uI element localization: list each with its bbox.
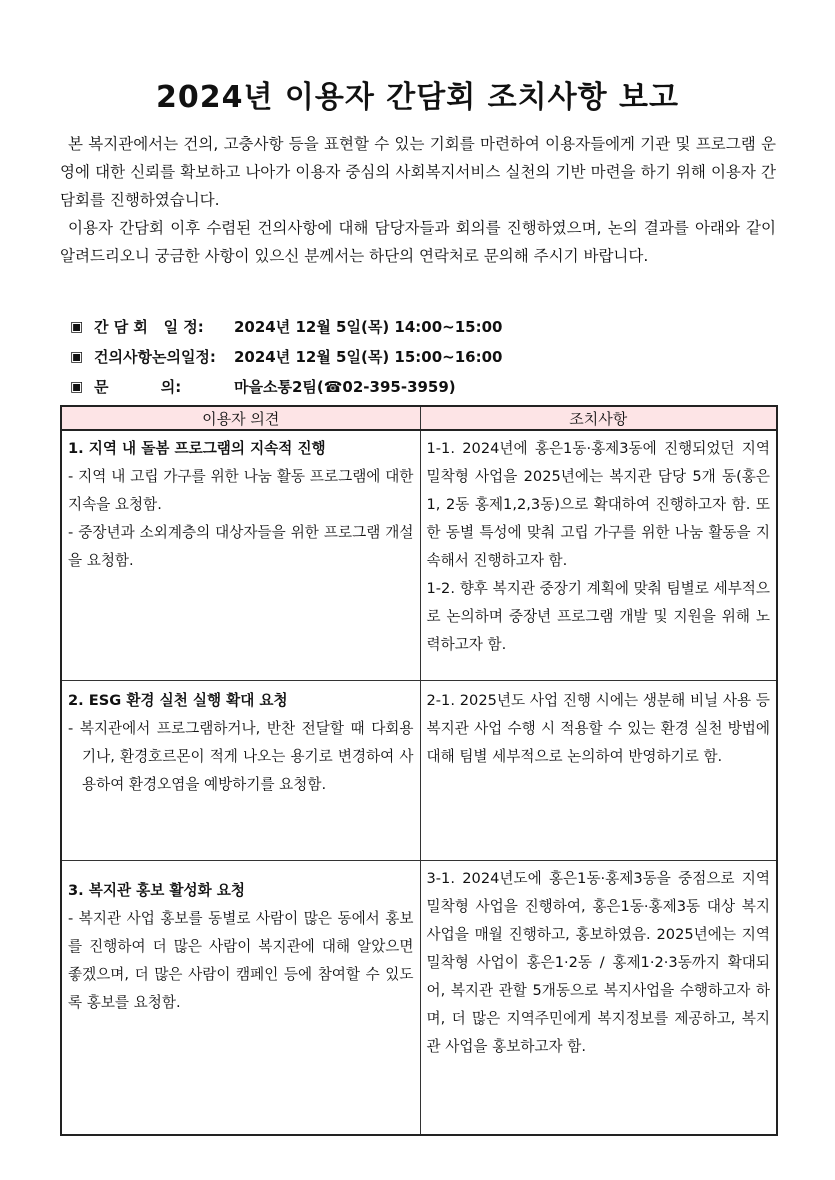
action-cell: [420, 430, 777, 680]
opinion-title: 3. 복지관 홍보 활성화 요청: [68, 881, 245, 899]
opinion-text: - 복지관에서 프로그램하거나, 반찬 전달할 때 다회용기나, 환경호르몬이 적게 나오는 용기로 변경하여 사용하여 환경오염을 예방하기를 요청함.: [68, 719, 414, 793]
intro-paragraph: 이용자 간담회 이후 수렴된 건의사항에 대해 담당자들과 회의를 진행하였으며, 논의 결과를 아래와 같이 알려드리오니 궁금한 사항이 있으신 분께서는 하단의 연락처로 문의해 주시기 바랍니다.: [60, 219, 776, 265]
action-cell: [420, 860, 777, 1135]
intro-paragraph: 본 복지관에서는 건의, 고충사항 등을 표현할 수 있는 기회를 마련하여 이용자들에게 기관 및 프로그램 운영에 대한 신뢰를 확보하고 나아가 이용자 중심의 사회복지서비스 실천의 기반 마련을 하기 위해 이용자 간담회를 진행하였습니다.: [60, 135, 776, 209]
info-label: 건의사항논의일정:: [94, 348, 216, 366]
opinion-cell: [61, 680, 420, 860]
feedback-table: [60, 405, 778, 1136]
opinion-text: - 중장년과 소외계층의 대상자들을 위한 프로그램 개설을 요청함.: [68, 524, 414, 569]
info-row-contact: [70, 372, 770, 402]
info-value: 마을소통2팀(☎02-395-3959): [234, 378, 456, 396]
action-text: 2-1. 2025년도 사업 진행 시에는 생분해 비닐 사용 등 복지관 사업 수행 시 적용할 수 있는 환경 실천 방법에 대해 팀별 세부적으로 논의하여 반영하기로 함.: [426, 691, 770, 765]
column-header-opinion: 이용자 의견: [61, 406, 420, 430]
table-row: [61, 860, 777, 1135]
square-bullet-icon: ▣: [70, 379, 84, 395]
opinion-text: - 복지관 사업 홍보를 동별로 사람이 많은 동에서 홍보를 진행하여 더 많은 사람이 복지관에 대해 알았으면 좋겠으며, 더 많은 사람이 캠페인 등에 참여할 수 있도록 홍보를 요청함.: [68, 909, 414, 1011]
table-row: [61, 680, 777, 860]
square-bullet-icon: ▣: [70, 349, 84, 365]
square-bullet-icon: ▣: [70, 319, 84, 335]
info-label: 간 담 회 일 정:: [94, 318, 204, 336]
action-text: 3-1. 2024년도에 홍은1동·홍제3동을 중점으로 지역 밀착형 사업을 진행하여, 홍은1동·홍제3동 대상 복지사업을 매월 진행하고, 홍보하였음. 2025년에는 지역 밀착형 사업이 홍은1·2동 / 홍제1·2·3동까지 확대되어, 복지관 관할 5개동으로 복지사업을 수행하고자 하며, 더 많은 지역주민에게 복지정보를 제공하고, 복지관 사업을 홍보하고자 함.: [426, 869, 770, 1055]
action-text: 1-2. 향후 복지관 중장기 계획에 맞춰 팀별로 세부적으로 논의하며 중장년 프로그램 개발 및 지원을 위해 노력하고자 함.: [426, 580, 770, 653]
info-row-meeting-date: [70, 312, 770, 342]
info-label: 문 의:: [94, 378, 182, 396]
opinion-cell: [61, 430, 420, 680]
table-row: [61, 430, 777, 680]
opinion-title: 1. 지역 내 돌봄 프로그램의 지속적 진행: [68, 440, 326, 457]
opinion-cell: [61, 860, 420, 1135]
info-row-discussion-date: [70, 342, 770, 372]
info-value: 2024년 12월 5일(목) 15:00~16:00: [234, 348, 503, 366]
intro-text: [60, 130, 776, 270]
column-header-action: 조치사항: [420, 406, 777, 430]
info-value: 2024년 12월 5일(목) 14:00~15:00: [234, 318, 503, 336]
page-title: 2024년 이용자 간담회 조치사항 보고: [155, 80, 679, 115]
opinion-title: 2. ESG 환경 실천 실행 확대 요청: [68, 691, 288, 709]
table-header-row: [61, 406, 777, 430]
action-cell: [420, 680, 777, 860]
info-block: [70, 312, 770, 402]
action-text: 1-1. 2024년에 홍은1동·홍제3동에 진행되었던 지역 밀착형 사업을 2025년에는 복지관 담당 5개 동(홍은1, 2동 홍제1,2,3동)으로 확대하여 진행하고자 함. 또한 동별 특성에 맞춰 고립 가구를 위한 나눔 활동을 지속해서 진행하고자 함.: [426, 440, 770, 569]
opinion-text: - 지역 내 고립 가구를 위한 나눔 활동 프로그램에 대한 지속을 요청함.: [68, 468, 414, 513]
